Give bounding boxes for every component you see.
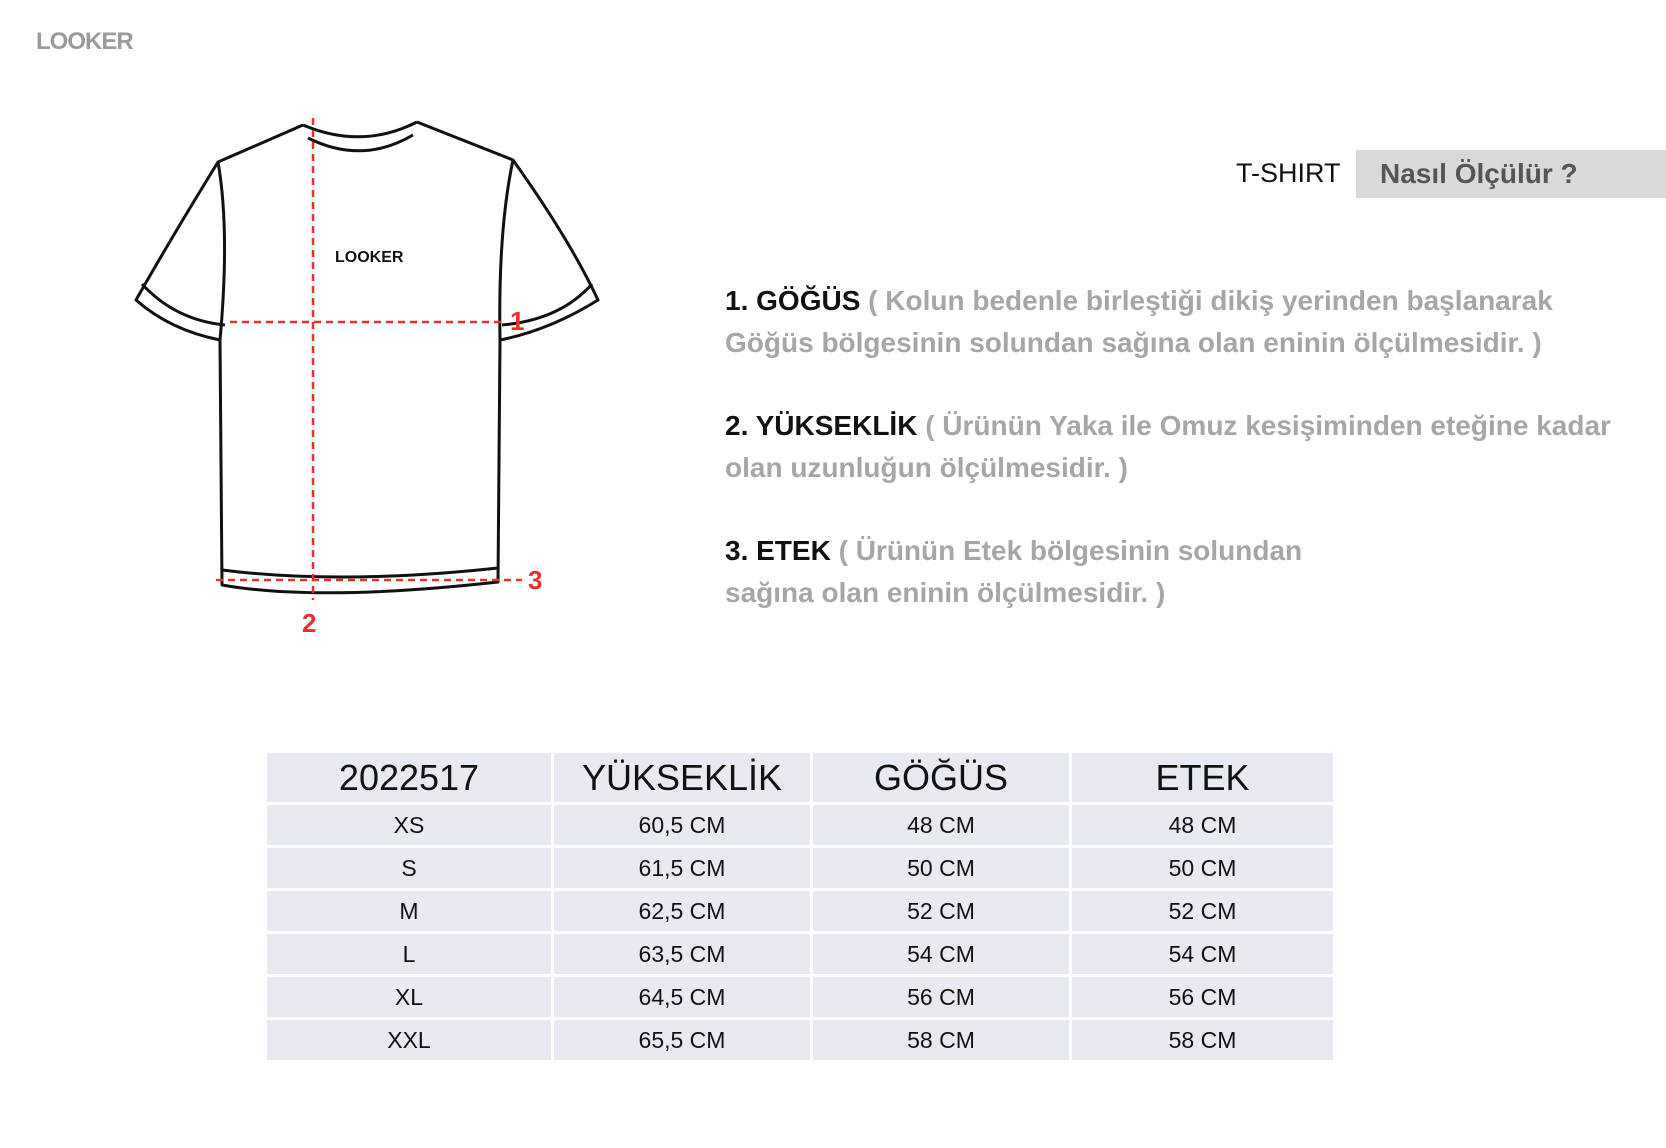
chest-description	[725, 280, 1635, 364]
cell-hem: 56 CM	[1072, 977, 1333, 1017]
header-product-code: 2022517	[267, 753, 551, 802]
marker-1: 1	[510, 306, 525, 336]
cell-height: 60,5 CM	[554, 805, 810, 845]
cell-size: S	[267, 848, 551, 888]
cell-hem: 48 CM	[1072, 805, 1333, 845]
header-chest: GÖĞÜS	[813, 753, 1069, 802]
cell-hem: 58 CM	[1072, 1020, 1333, 1060]
chest-text: ( Kolun bedenle birleştiği dikiş yerinden başlanarak Göğüs bölgesinin solundan sağına olan eninin ölçülmesidir. )	[725, 285, 1553, 358]
product-type-label: T-SHIRT	[1236, 158, 1341, 188]
table-row	[267, 891, 1333, 931]
cell-chest: 50 CM	[813, 848, 1069, 888]
cell-hem: 52 CM	[1072, 891, 1333, 931]
hem-label: 3. ETEK	[725, 535, 831, 566]
height-text: ( Ürünün Yaka ile Omuz kesişiminden eteğine kadar olan uzunluğun ölçülmesidir. )	[725, 410, 1611, 483]
cell-size: XS	[267, 805, 551, 845]
cell-size: M	[267, 891, 551, 931]
how-to-measure-title: Nasıl Ölçülür ?	[1380, 158, 1578, 189]
cell-chest: 52 CM	[813, 891, 1069, 931]
cell-height: 65,5 CM	[554, 1020, 810, 1060]
cell-chest: 58 CM	[813, 1020, 1069, 1060]
size-chart-table	[264, 750, 1336, 1063]
cell-height: 61,5 CM	[554, 848, 810, 888]
header-hem: ETEK	[1072, 753, 1333, 802]
table-header-row	[267, 753, 1333, 802]
table-row	[267, 934, 1333, 974]
height-label: 2. YÜKSEKLİK	[725, 410, 918, 441]
cell-hem: 54 CM	[1072, 934, 1333, 974]
cell-chest: 54 CM	[813, 934, 1069, 974]
table-row	[267, 977, 1333, 1017]
cell-chest: 56 CM	[813, 977, 1069, 1017]
table-row	[267, 805, 1333, 845]
marker-2: 2	[302, 608, 317, 638]
table-row	[267, 1020, 1333, 1060]
table-row	[267, 848, 1333, 888]
tshirt-measurement-diagram	[130, 110, 600, 670]
measure-lines	[216, 118, 525, 600]
hem-description	[725, 530, 1345, 614]
brand-logo: LOOKER	[36, 28, 133, 55]
cell-chest: 48 CM	[813, 805, 1069, 845]
shirt-logo: LOOKER	[335, 249, 404, 266]
cell-size: XL	[267, 977, 551, 1017]
hem-text: ( Ürünün Etek bölgesinin solundan sağına olan eninin ölçülmesidir. )	[725, 535, 1303, 608]
cell-size: L	[267, 934, 551, 974]
height-description	[725, 405, 1635, 489]
how-to-measure-banner	[1356, 150, 1666, 198]
tshirt-outline	[136, 122, 598, 593]
cell-hem: 50 CM	[1072, 848, 1333, 888]
marker-3: 3	[528, 565, 543, 595]
chest-label: 1. GÖĞÜS	[725, 285, 861, 316]
header-height: YÜKSEKLİK	[554, 753, 810, 802]
cell-height: 64,5 CM	[554, 977, 810, 1017]
cell-height: 62,5 CM	[554, 891, 810, 931]
cell-size: XXL	[267, 1020, 551, 1060]
cell-height: 63,5 CM	[554, 934, 810, 974]
